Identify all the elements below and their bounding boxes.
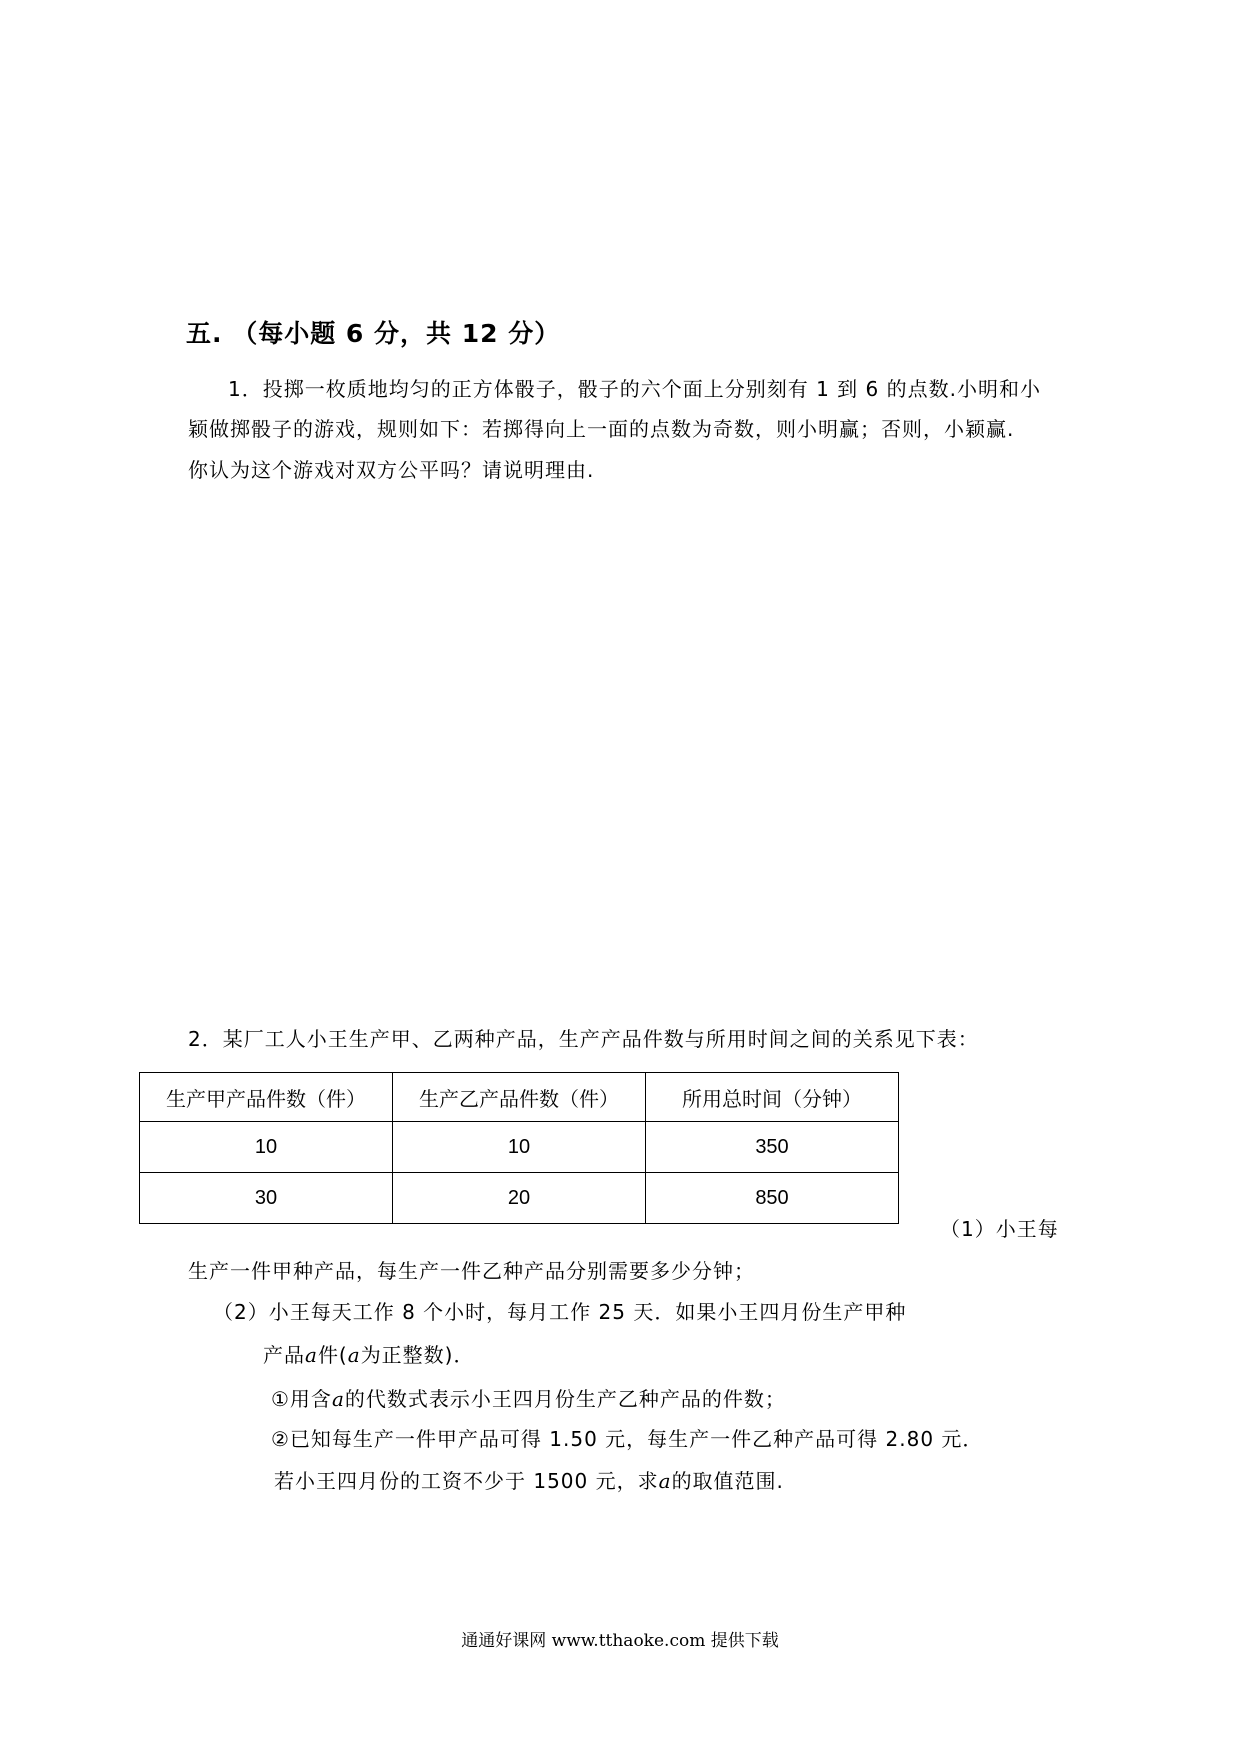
q1-line2: 颖做掷骰子的游戏，规则如下：若掷得向上一面的点数为奇数，则小明赢；否则，小颖赢.	[188, 417, 1015, 441]
table-header: 生产乙产品件数（件）	[393, 1073, 646, 1122]
table-cell: 20	[393, 1173, 646, 1224]
q2-sub2: ②已知每生产一件甲产品可得 1.50 元，每生产一件乙种产品可得 2.80 元．	[271, 1427, 984, 1451]
q2-part1-rest: 生产一件甲种产品，每生产一件乙种产品分别需要多少分钟；	[188, 1259, 755, 1283]
var-a: a	[305, 1343, 318, 1367]
table-cell: 10	[393, 1122, 646, 1173]
footer-credit: 通通好课网 www.tthaoke.com 提供下载	[461, 1631, 779, 1651]
q2-sub1: ①用含a的代数式表示小王四月份生产乙种产品的件数；	[271, 1387, 786, 1411]
q2-part2-line1: （2）小王每天工作 8 个小时，每月工作 25 天．如果小王四月份生产甲种	[213, 1300, 907, 1324]
table-cell: 10	[140, 1122, 393, 1173]
var-a: a	[347, 1343, 361, 1367]
table-header: 生产甲产品件数（件）	[140, 1073, 393, 1122]
q1-line1: 1．投掷一枚质地均匀的正方体骰子，骰子的六个面上分别刻有 1 到 6 的点数.小明和小	[228, 377, 1041, 401]
var-a: a	[658, 1469, 672, 1493]
table-header: 所用总时间（分钟）	[646, 1073, 899, 1122]
table-row	[140, 1173, 899, 1224]
q1-line3: 你认为这个游戏对双方公平吗？请说明理由.	[188, 458, 595, 482]
q2-sub3: 若小王四月份的工资不少于 1500 元，求a的取值范围.	[274, 1469, 784, 1493]
table-cell: 350	[646, 1122, 899, 1173]
table-cell: 30	[140, 1173, 393, 1224]
q2-intro: 2．某厂工人小王生产甲、乙两种产品，生产产品件数与所用时间之间的关系见下表：	[188, 1027, 979, 1051]
table-header-row	[140, 1073, 899, 1122]
production-table	[139, 1072, 899, 1224]
section-points: （每小题 6 分，共 12 分）	[232, 319, 561, 348]
table-cell: 850	[646, 1173, 899, 1224]
q2-part2-line2: 产品a件(a为正整数)．	[263, 1343, 475, 1367]
table-row	[140, 1122, 899, 1173]
section-title	[186, 314, 560, 350]
q2-part1-start: （1）小王每	[940, 1217, 1059, 1241]
var-a: a	[331, 1387, 345, 1411]
section-number: 五.	[186, 319, 223, 348]
